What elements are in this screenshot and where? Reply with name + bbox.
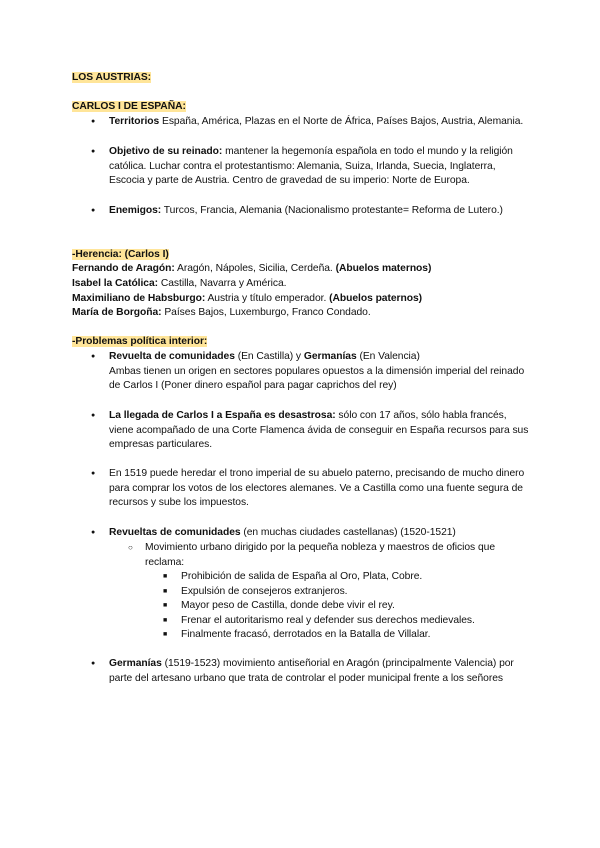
list-item: ● Enemigos: Turcos, Francia, Alemania (Nacionalismo protestante= Reforma de Lutero.) <box>109 204 529 219</box>
list-item: ● En 1519 puede heredar el trono imperial de su abuelo paterno, precisando de mucho dinero para comprar los votos de los electores alemanes. Ve a Castilla como una fuente segura de recursos y sube los impuestos. <box>109 467 529 511</box>
herencia-heading: -Herencia: (Carlos I) <box>72 249 169 260</box>
sub-point: ■ Prohibición de salida de España al Oro, Plata, Cobre. <box>181 570 422 585</box>
list-item: ● Germanías (1519-1523) movimiento antiseñorial en Aragón (principalmente Valencia) por parte del artesano urbano que trata de controlar el poder municipal frente a los señores <box>109 657 529 686</box>
herencia-line: Fernando de Aragón: Aragón, Nápoles, Sicilia, Cerdeña. (Abuelos maternos) <box>72 263 432 274</box>
sub-point: ■ Frenar el autoritarismo real y defender sus derechos medievales. <box>181 614 475 629</box>
carlos-heading: CARLOS I DE ESPAÑA: <box>72 101 186 112</box>
sub-point: ■ Finalmente fracasó, derrotados en la Batalla de Villalar. <box>181 628 430 643</box>
page-title: LOS AUSTRIAS: <box>72 72 152 83</box>
list-item: ● Objetivo de su reinado: mantener la hegemonía española en todo el mundo y la religión católica. Luchar contra el protestantismo: Alemania, Suiza, Irlanda, Suecia, Inglaterra, Escocia y parte de Austria. Centro de gravedad de su imperio: Norte de Europa. <box>109 145 529 189</box>
sub-point: ■ Expulsión de consejeros extranjeros. <box>181 585 347 600</box>
herencia-line: María de Borgoña: Países Bajos, Luxemburgo, Franco Condado. <box>72 307 371 318</box>
herencia-line: Maximiliano de Habsburgo: Austria y título emperador. (Abuelos paternos) <box>72 293 423 304</box>
list-item: ● La llegada de Carlos I a España es desastrosa: sólo con 17 años, sólo habla francés, viene acompañado de una Corte Flamenca ávida de conseguir en España recursos para sus empresas particulares. <box>109 409 529 453</box>
list-item: ● Revuelta de comunidades (En Castilla) y Germanías (En Valencia) Ambas tienen un origen en sectores populares opuestos a la dimensión imperial del reinado de Carlos I (Poner dinero español para pagar caprichos del rey) <box>109 350 529 394</box>
problemas-heading: -Problemas política interior: <box>72 336 208 347</box>
sub-point: ■ Mayor peso de Castilla, donde debe vivir el rey. <box>181 599 395 614</box>
herencia-line: Isabel la Católica: Castilla, Navarra y América. <box>72 278 287 289</box>
list-item: ● Territorios España, América, Plazas en el Norte de África, Países Bajos, Austria, Alemania. <box>109 115 529 130</box>
list-item: ● Revueltas de comunidades (en muchas ciudades castellanas) (1520-1521) <box>109 526 529 541</box>
sub-list-item: ○ Movimiento urbano dirigido por la pequeña nobleza y maestros de oficios que reclama: <box>145 541 535 570</box>
